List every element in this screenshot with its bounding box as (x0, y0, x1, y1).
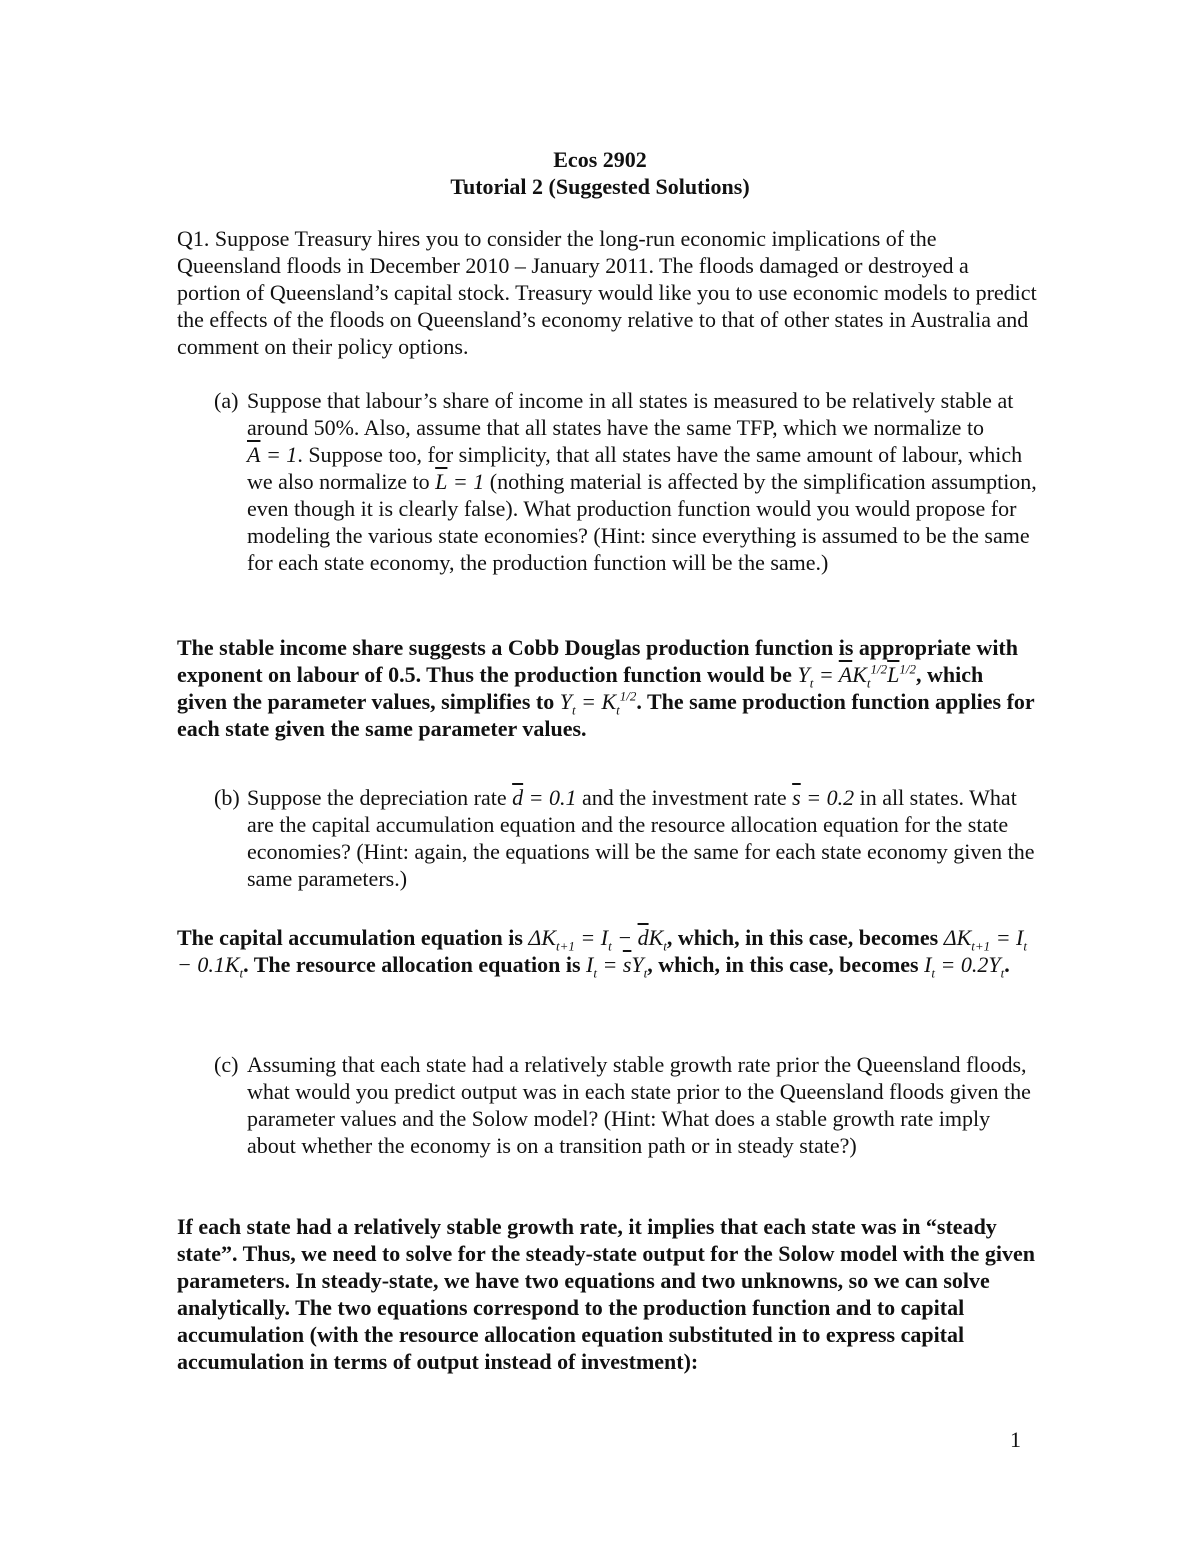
part-c (214, 1051, 1044, 1159)
part-b-label: (b) (214, 785, 240, 810)
page-number: 1 (1010, 1427, 1021, 1452)
eq-investment-rate: $\overline{s} = 0.2$ (792, 785, 855, 810)
eq-depreciation: $\overline{d} = 0.1$ (512, 785, 577, 810)
part-c-text: Assuming that each state had a relatively stable growth rate prior the Queensland floods, what would you predict output was in each state prior to the Queensland floods given the parameter values and the Solow model? (Hint: What does a stable growth rate imply about whether the economy is on a transition path or in steady state?) (247, 1052, 1031, 1158)
eq-capital-accumulation-numeric: $\Delta K_{t+1} = I_t - 0.1K_t$ (177, 925, 1027, 981)
q1-intro: Q1. Suppose Treasury hires you to consider the long-run economic implications of the Queensland floods in December 2010 – January 2011. The floods damaged or destroyed a portion of Queensland’s capital stock. Treasury would like you to use economic models to predict the effects of the floods on Queensland’s economy relative to that of other states in Australia and comment on their policy options. (177, 226, 1037, 359)
eq-a-equals-1: $\overline{A} = 1$ (247, 442, 298, 467)
part-a-label: (a) (214, 388, 239, 413)
part-a (214, 387, 1044, 576)
answer-b: The capital accumulation equation is $\Delta K_{t+1} = I_t - \overline{d}K_t$, which, in this case, becomes $\Delta K_{t+1} = I_t - 0.1K_t$. The resource allocation equation is $I_t = \overline{s}Y_t$, which, in this case, becomes $I_t = 0.2Y_t$. (177, 925, 1027, 981)
part-b (214, 784, 1044, 892)
answer-c: If each state had a relatively stable growth rate, it implies that each state was in “steady state”. Thus, we need to solve for the steady-state output for the Solow model with the given parameters. In steady-state, we have two equations and two unknowns, so we can solve analytically. The two equations correspond to the production function and to capital accumulation (with the resource allocation equation substituted in to express capital accumulation in terms of output instead of investment): (177, 1214, 1035, 1374)
eq-resource-allocation: $I_t = \overline{s}Y_t$ (586, 952, 648, 981)
eq-production-function: $Y_t = \overline{A}K_t^{1/2}\overline{L}^{1/2}$ (797, 661, 917, 691)
document-title: Tutorial 2 (Suggested Solutions) (450, 174, 750, 199)
eq-capital-accumulation: $\Delta K_{t+1} = I_t - \overline{d}K_t$ (528, 925, 667, 954)
part-c-label: (c) (214, 1052, 239, 1077)
eq-simplified-production: $Y_t = K_t^{1/2}$ (559, 688, 637, 718)
answer-a: The stable income share suggests a Cobb Douglas production function is appropriate with exponent on labour of 0.5. Thus the production function would be $Y_t = \overline{A}K_t^{1/2}\overline{L}^{1/2}$, which given the parameter values, simplifies to $Y_t = K_t^{1/2}$. The same production function applies for each state given the same parameter values. (177, 635, 1035, 741)
eq-l-equals-1: $\overline{L} = 1$ (435, 469, 485, 494)
part-b-text: Suppose the depreciation rate $\overline{d} = 0.1$ and the investment rate $\overline{s} = 0.2$ in all states. What are the capital accumulation equation and the resource allocation equation for the state economies? (Hint: again, the equations will be the same for each state economy given the same parameters.) (247, 785, 1035, 891)
eq-resource-allocation-numeric: $I_t = 0.2Y_t$ (924, 952, 1005, 981)
course-code: Ecos 2902 (553, 147, 647, 172)
part-a-text: Suppose that labour’s share of income in all states is measured to be relatively stable at around 50%. Also, assume that all states have the same TFP, which we normalize to $\overline{A} = 1$. Suppose too, for simplicity, that all states have the same amount of labour, which we also normalize to $\overline{L} = 1$ (nothing material is affected by the simplification assumption, even though it is clearly false). What production function would you would propose for modeling the various state economies? (Hint: since everything is assumed to be the same for each state economy, the production function will be the same.) (247, 388, 1037, 575)
